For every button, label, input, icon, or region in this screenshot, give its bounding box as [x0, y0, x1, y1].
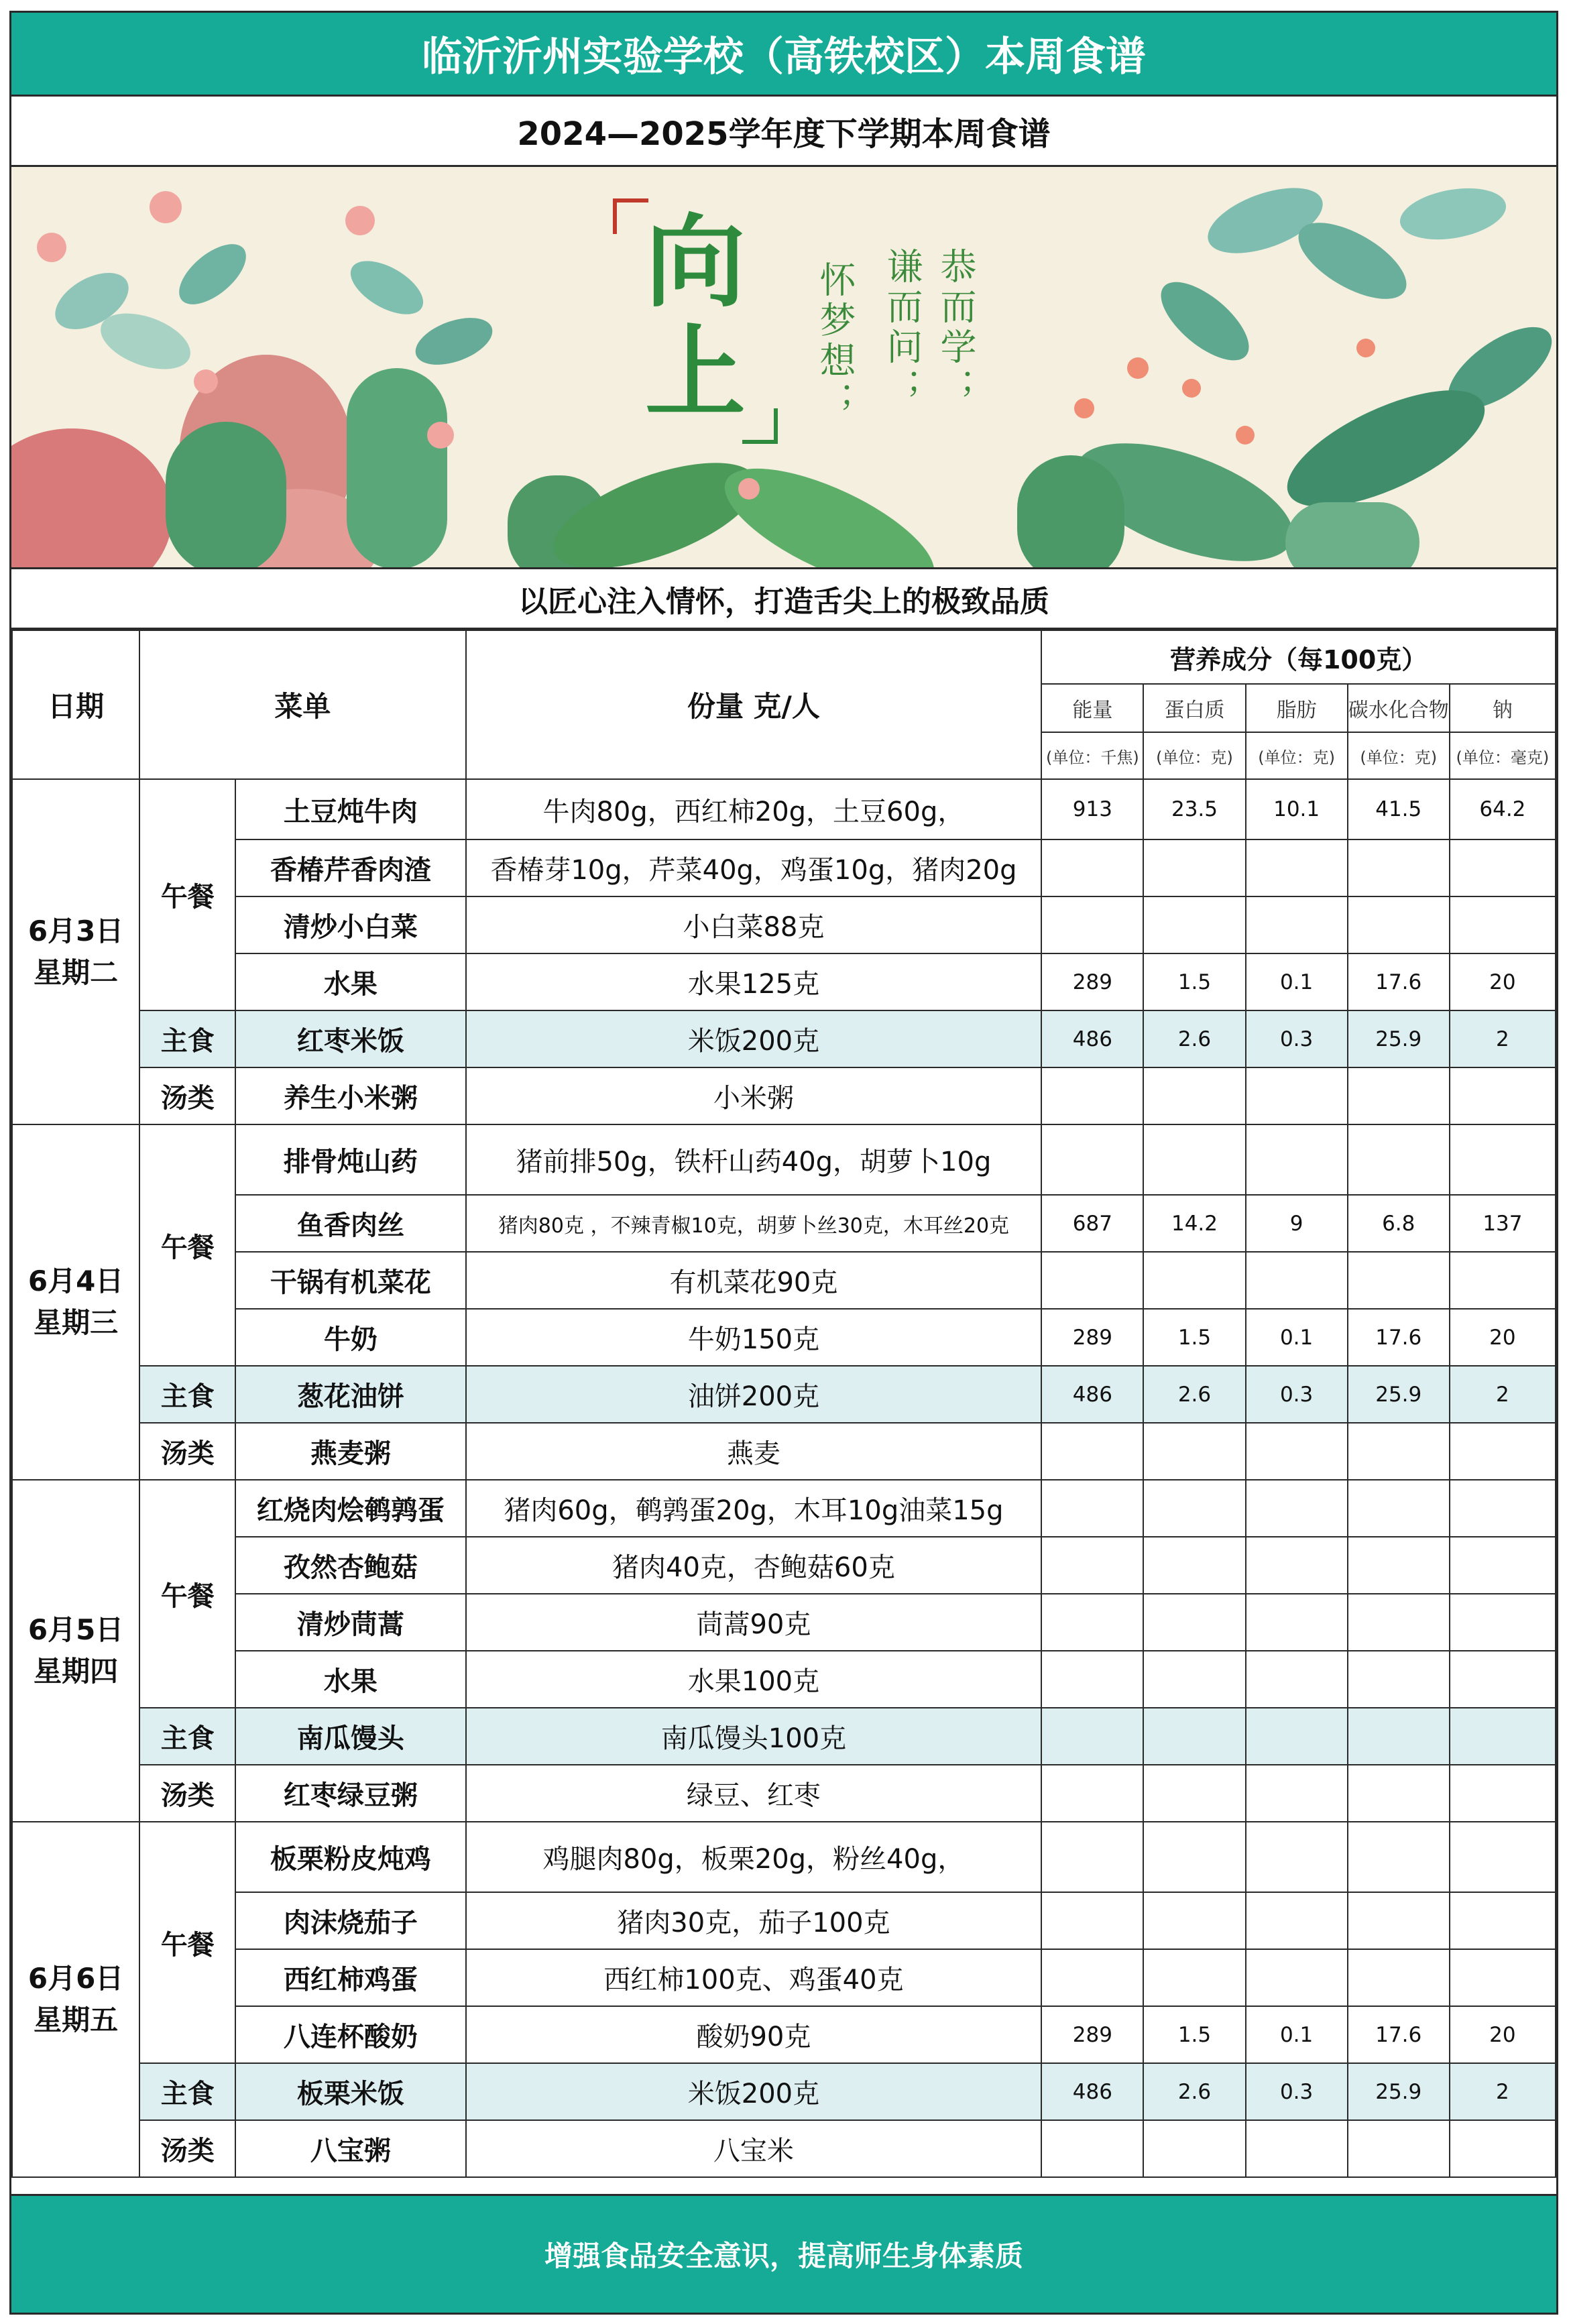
- meal-label-soup: 汤类: [139, 1067, 235, 1124]
- weekday-label: 星期四: [34, 1655, 119, 1688]
- table-row: [12, 839, 1556, 896]
- nutrient-value: [1143, 896, 1245, 953]
- nutrient-value: 17.6: [1348, 953, 1450, 1010]
- nutrient-value: [1143, 839, 1245, 896]
- nutrient-value: [1041, 1594, 1143, 1651]
- nutrient-value: 20: [1450, 2006, 1556, 2063]
- table-row: [12, 1309, 1556, 1366]
- dish-name: 红烧肉烩鹌鹑蛋: [235, 1480, 465, 1537]
- nutrient-value: [1143, 1651, 1245, 1708]
- nutrient-value: 486: [1041, 1366, 1143, 1423]
- table-row: [12, 1537, 1556, 1594]
- nutrient-value: [1246, 1708, 1348, 1765]
- meal-label-lunch: 午餐: [139, 1124, 235, 1366]
- nutrient-value: [1246, 839, 1348, 896]
- date-cell: [12, 1480, 139, 1822]
- nutrient-value: [1246, 1067, 1348, 1124]
- nutrient-value: [1450, 1480, 1556, 1537]
- nutrient-protein: 蛋白质: [1143, 684, 1245, 732]
- nutrient-value: [1246, 1252, 1348, 1309]
- nutrient-value: [1348, 1480, 1450, 1537]
- header-menu: 菜单: [139, 630, 465, 779]
- table-row: [12, 1252, 1556, 1309]
- banner-big-text: 向上: [644, 203, 746, 432]
- nutrient-value: [1450, 1892, 1556, 1949]
- table-row: [12, 1195, 1556, 1252]
- nutrient-value: [1450, 1594, 1556, 1651]
- nutrient-value: [1143, 1067, 1245, 1124]
- nutrient-value: [1348, 1594, 1450, 1651]
- nutrient-value: [1246, 1124, 1348, 1195]
- portion-cell: 小白菜88克: [466, 896, 1042, 953]
- portion-cell: 油饼200克: [466, 1366, 1042, 1423]
- menu-sheet: [9, 11, 1558, 2315]
- date-cell: [12, 1124, 139, 1480]
- nutrient-value: [1348, 839, 1450, 896]
- nutrient-value: 2.6: [1143, 2063, 1245, 2120]
- unit-carbs: (单位：克): [1348, 732, 1450, 779]
- banner-art: [11, 167, 1556, 567]
- nutrient-value: [1348, 1708, 1450, 1765]
- nutrient-value: [1041, 1765, 1143, 1822]
- nutrient-value: [1246, 1765, 1348, 1822]
- nutrient-value: [1450, 1822, 1556, 1892]
- meal-label-soup: 汤类: [139, 1423, 235, 1480]
- nutrient-value: [1450, 1708, 1556, 1765]
- dish-name: 干锅有机菜花: [235, 1252, 465, 1309]
- portion-cell: 八宝米: [466, 2120, 1042, 2177]
- dish-name: 葱花油饼: [235, 1366, 465, 1423]
- portion-cell: 米饭200克: [466, 2063, 1042, 2120]
- dish-name: 水果: [235, 1651, 465, 1708]
- nutrient-value: [1246, 1594, 1348, 1651]
- nutrient-value: 1.5: [1143, 953, 1245, 1010]
- nutrient-value: [1041, 1252, 1143, 1309]
- unit-fat: (单位：克): [1246, 732, 1348, 779]
- nutrient-value: [1041, 1124, 1143, 1195]
- portion-cell: 猪肉40克，杏鲍菇60克: [466, 1537, 1042, 1594]
- nutrient-value: [1143, 1892, 1245, 1949]
- page-subtitle: 2024—2025学年度下学期本周食谱: [11, 97, 1556, 167]
- nutrient-value: 2: [1450, 1010, 1556, 1067]
- nutrient-value: [1143, 2120, 1245, 2177]
- nutrient-value: [1450, 1765, 1556, 1822]
- nutrient-value: 1.5: [1143, 1309, 1245, 1366]
- nutrient-value: [1143, 1480, 1245, 1537]
- portion-cell: 香椿芽10g，芹菜40g，鸡蛋10g，猪肉20g: [466, 839, 1042, 896]
- banner-poem-3: 怀梦想；: [814, 261, 856, 422]
- table-row: [12, 896, 1556, 953]
- dish-name: 清炒小白菜: [235, 896, 465, 953]
- unit-energy: (单位：千焦): [1041, 732, 1143, 779]
- nutrient-sodium: 钠: [1450, 684, 1556, 732]
- nutrient-value: [1450, 1537, 1556, 1594]
- nutrient-value: [1348, 1067, 1450, 1124]
- meal-label-soup: 汤类: [139, 1765, 235, 1822]
- nutrient-value: [1450, 1252, 1556, 1309]
- weekday-label: 星期二: [34, 955, 119, 989]
- nutrient-value: 41.5: [1348, 779, 1450, 839]
- nutrient-value: [1348, 1537, 1450, 1594]
- meal-label-lunch: 午餐: [139, 1480, 235, 1708]
- nutrient-value: [1041, 1537, 1143, 1594]
- nutrient-value: [1041, 1892, 1143, 1949]
- nutrient-value: 289: [1041, 953, 1143, 1010]
- portion-cell: 鸡腿肉80g，板栗20g，粉丝40g，: [466, 1822, 1042, 1892]
- table-row: [12, 1480, 1556, 1537]
- nutrient-value: 64.2: [1450, 779, 1556, 839]
- dish-name: 八连杯酸奶: [235, 2006, 465, 2063]
- nutrient-value: [1450, 1651, 1556, 1708]
- nutrient-value: 289: [1041, 2006, 1143, 2063]
- dish-name: 南瓜馒头: [235, 1708, 465, 1765]
- nutrient-value: [1246, 1892, 1348, 1949]
- date-label: 6月3日: [27, 914, 124, 947]
- nutrient-value: [1348, 1252, 1450, 1309]
- portion-cell: 有机菜花90克: [466, 1252, 1042, 1309]
- nutrient-value: 2.6: [1143, 1010, 1245, 1067]
- nutrient-value: [1348, 1892, 1450, 1949]
- nutrient-value: [1041, 1708, 1143, 1765]
- menu-table: [11, 630, 1556, 2178]
- table-row: [12, 1822, 1556, 1892]
- nutrient-value: [1041, 1423, 1143, 1480]
- banner-illustration: [11, 167, 1556, 569]
- nutrient-value: [1348, 1822, 1450, 1892]
- date-label: 6月6日: [27, 1962, 124, 1995]
- dish-name: 燕麦粥: [235, 1423, 465, 1480]
- weekday-label: 星期三: [34, 1306, 119, 1339]
- dish-name: 排骨炖山药: [235, 1124, 465, 1195]
- date-cell: [12, 779, 139, 1124]
- dish-name: 牛奶: [235, 1309, 465, 1366]
- nutrient-value: [1246, 1822, 1348, 1892]
- date-cell: [12, 1822, 139, 2177]
- table-row: [12, 1124, 1556, 1195]
- portion-cell: 酸奶90克: [466, 2006, 1042, 2063]
- portion-cell: 南瓜馒头100克: [466, 1708, 1042, 1765]
- nutrient-value: [1143, 1708, 1245, 1765]
- table-row: [12, 953, 1556, 1010]
- portion-cell: 猪前排50g，铁杆山药40g，胡萝卜10g: [466, 1124, 1042, 1195]
- meal-label-lunch: 午餐: [139, 1822, 235, 2063]
- header-date: 日期: [12, 630, 139, 779]
- meal-label-staple: 主食: [139, 1708, 235, 1765]
- nutrient-value: [1143, 1537, 1245, 1594]
- nutrient-value: [1246, 1480, 1348, 1537]
- nutrient-value: 14.2: [1143, 1195, 1245, 1252]
- nutrient-value: 0.1: [1246, 953, 1348, 1010]
- nutrient-value: [1348, 896, 1450, 953]
- banner-poem-2: 谦而问；: [881, 247, 923, 408]
- nutrient-value: 17.6: [1348, 1309, 1450, 1366]
- table-row: [12, 1067, 1556, 1124]
- dish-name: 养生小米粥: [235, 1067, 465, 1124]
- nutrient-value: 486: [1041, 1010, 1143, 1067]
- table-row: [12, 1366, 1556, 1423]
- nutrient-value: [1041, 1651, 1143, 1708]
- portion-cell: 水果125克: [466, 953, 1042, 1010]
- nutrient-value: [1450, 839, 1556, 896]
- nutrient-value: [1246, 2120, 1348, 2177]
- nutrient-value: [1450, 1423, 1556, 1480]
- nutrient-value: 2.6: [1143, 1366, 1245, 1423]
- dish-name: 鱼香肉丝: [235, 1195, 465, 1252]
- meal-label-staple: 主食: [139, 1010, 235, 1067]
- dish-name: 香椿芹香肉渣: [235, 839, 465, 896]
- nutrient-value: [1041, 896, 1143, 953]
- nutrient-value: 0.1: [1246, 1309, 1348, 1366]
- table-row: [12, 1010, 1556, 1067]
- nutrient-value: [1143, 1949, 1245, 2006]
- meal-label-lunch: 午餐: [139, 779, 235, 1010]
- nutrient-value: [1143, 1252, 1245, 1309]
- slogan: 以匠心注入情怀，打造舌尖上的极致品质: [11, 569, 1556, 630]
- nutrient-value: 23.5: [1143, 779, 1245, 839]
- nutrient-value: [1041, 1822, 1143, 1892]
- table-row: [12, 1594, 1556, 1651]
- nutrient-value: [1041, 2120, 1143, 2177]
- nutrient-energy: 能量: [1041, 684, 1143, 732]
- nutrient-value: [1143, 1765, 1245, 1822]
- dish-name: 板栗米饭: [235, 2063, 465, 2120]
- nutrient-value: [1450, 1949, 1556, 2006]
- portion-cell: 米饭200克: [466, 1010, 1042, 1067]
- nutrient-value: [1041, 1067, 1143, 1124]
- meal-label-soup: 汤类: [139, 2120, 235, 2177]
- header-portion: 份量 克/人: [466, 630, 1042, 779]
- nutrient-value: 20: [1450, 1309, 1556, 1366]
- portion-cell: 猪肉30克，茄子100克: [466, 1892, 1042, 1949]
- nutrient-value: [1143, 1822, 1245, 1892]
- dish-name: 土豆炖牛肉: [235, 779, 465, 839]
- portion-cell: 茼蒿90克: [466, 1594, 1042, 1651]
- dish-name: 水果: [235, 953, 465, 1010]
- nutrient-value: 20: [1450, 953, 1556, 1010]
- nutrient-value: 0.3: [1246, 2063, 1348, 2120]
- nutrient-value: [1041, 839, 1143, 896]
- nutrient-value: [1450, 2120, 1556, 2177]
- portion-cell: 燕麦: [466, 1423, 1042, 1480]
- nutrient-value: 137: [1450, 1195, 1556, 1252]
- table-row: [12, 779, 1556, 839]
- nutrient-value: 289: [1041, 1309, 1143, 1366]
- dish-name: 板栗粉皮炖鸡: [235, 1822, 465, 1892]
- portion-cell: 水果100克: [466, 1651, 1042, 1708]
- nutrient-value: [1450, 896, 1556, 953]
- date-label: 6月5日: [27, 1613, 124, 1646]
- nutrient-value: [1348, 1423, 1450, 1480]
- nutrient-value: [1348, 1949, 1450, 2006]
- portion-cell: 牛肉80g，西红柿20g，土豆60g，: [466, 779, 1042, 839]
- table-row: [12, 1423, 1556, 1480]
- dish-name: 清炒茼蒿: [235, 1594, 465, 1651]
- nutrient-value: [1348, 1765, 1450, 1822]
- nutrient-fat: 脂肪: [1246, 684, 1348, 732]
- table-row: [12, 2120, 1556, 2177]
- banner-calligraphy: [608, 194, 782, 451]
- nutrient-value: [1348, 2120, 1450, 2177]
- table-row: [12, 1651, 1556, 1708]
- nutrient-value: [1143, 1423, 1245, 1480]
- nutrient-value: [1246, 1423, 1348, 1480]
- nutrient-value: 25.9: [1348, 2063, 1450, 2120]
- portion-cell: 猪肉60g，鹌鹑蛋20g，木耳10g油菜15g: [466, 1480, 1042, 1537]
- nutrient-value: 0.1: [1246, 2006, 1348, 2063]
- nutrient-value: 25.9: [1348, 1366, 1450, 1423]
- nutrient-value: [1143, 1124, 1245, 1195]
- dish-name: 孜然杏鲍菇: [235, 1537, 465, 1594]
- portion-cell: 西红柿100克、鸡蛋40克: [466, 1949, 1042, 2006]
- nutrient-value: [1041, 1949, 1143, 2006]
- table-row: [12, 1765, 1556, 1822]
- dish-name: 西红柿鸡蛋: [235, 1949, 465, 2006]
- nutrient-value: 913: [1041, 779, 1143, 839]
- table-row: [12, 1892, 1556, 1949]
- nutrient-value: 0.3: [1246, 1010, 1348, 1067]
- weekday-label: 星期五: [34, 2003, 119, 2036]
- unit-sodium: (单位：毫克): [1450, 732, 1556, 779]
- table-row: [12, 2063, 1556, 2120]
- nutrient-value: 687: [1041, 1195, 1143, 1252]
- unit-protein: (单位：克): [1143, 732, 1245, 779]
- nutrient-value: 1.5: [1143, 2006, 1245, 2063]
- nutrient-value: [1450, 1124, 1556, 1195]
- nutrient-value: 486: [1041, 2063, 1143, 2120]
- nutrient-value: [1246, 896, 1348, 953]
- nutrient-value: [1450, 1067, 1556, 1124]
- dish-name: 肉沫烧茄子: [235, 1892, 465, 1949]
- dish-name: 红枣米饭: [235, 1010, 465, 1067]
- table-row: [12, 1708, 1556, 1765]
- header-nutrition: 营养成分（每100克）: [1041, 630, 1556, 684]
- nutrient-value: 0.3: [1246, 1366, 1348, 1423]
- nutrient-value: 2: [1450, 2063, 1556, 2120]
- nutrient-value: 6.8: [1348, 1195, 1450, 1252]
- nutrient-value: [1246, 1537, 1348, 1594]
- table-row: [12, 1949, 1556, 2006]
- nutrient-value: [1348, 1124, 1450, 1195]
- date-label: 6月4日: [27, 1265, 124, 1297]
- page-title: 临沂沂州实验学校（高铁校区）本周食谱: [11, 13, 1556, 97]
- footer-banner: 增强食品安全意识，提高师生身体素质: [11, 2194, 1556, 2313]
- nutrient-value: 9: [1246, 1195, 1348, 1252]
- nutrient-value: 2: [1450, 1366, 1556, 1423]
- nutrient-value: 25.9: [1348, 1010, 1450, 1067]
- portion-cell: 绿豆、红枣: [466, 1765, 1042, 1822]
- nutrient-value: [1041, 1480, 1143, 1537]
- meal-label-staple: 主食: [139, 2063, 235, 2120]
- meal-label-staple: 主食: [139, 1366, 235, 1423]
- nutrient-value: 17.6: [1348, 2006, 1450, 2063]
- nutrient-value: [1348, 1651, 1450, 1708]
- nutrient-value: [1246, 1949, 1348, 2006]
- nutrient-value: [1143, 1594, 1245, 1651]
- portion-cell: 猪肉80克 ，不辣青椒10克，胡萝卜丝30克，木耳丝20克: [466, 1195, 1042, 1252]
- nutrient-carbs: 碳水化合物: [1348, 684, 1450, 732]
- portion-cell: 牛奶150克: [466, 1309, 1042, 1366]
- portion-cell: 小米粥: [466, 1067, 1042, 1124]
- table-row: [12, 2006, 1556, 2063]
- banner-poem-1: 恭而学；: [935, 247, 977, 408]
- dish-name: 红枣绿豆粥: [235, 1765, 465, 1822]
- nutrient-value: [1246, 1651, 1348, 1708]
- nutrient-value: 10.1: [1246, 779, 1348, 839]
- dish-name: 八宝粥: [235, 2120, 465, 2177]
